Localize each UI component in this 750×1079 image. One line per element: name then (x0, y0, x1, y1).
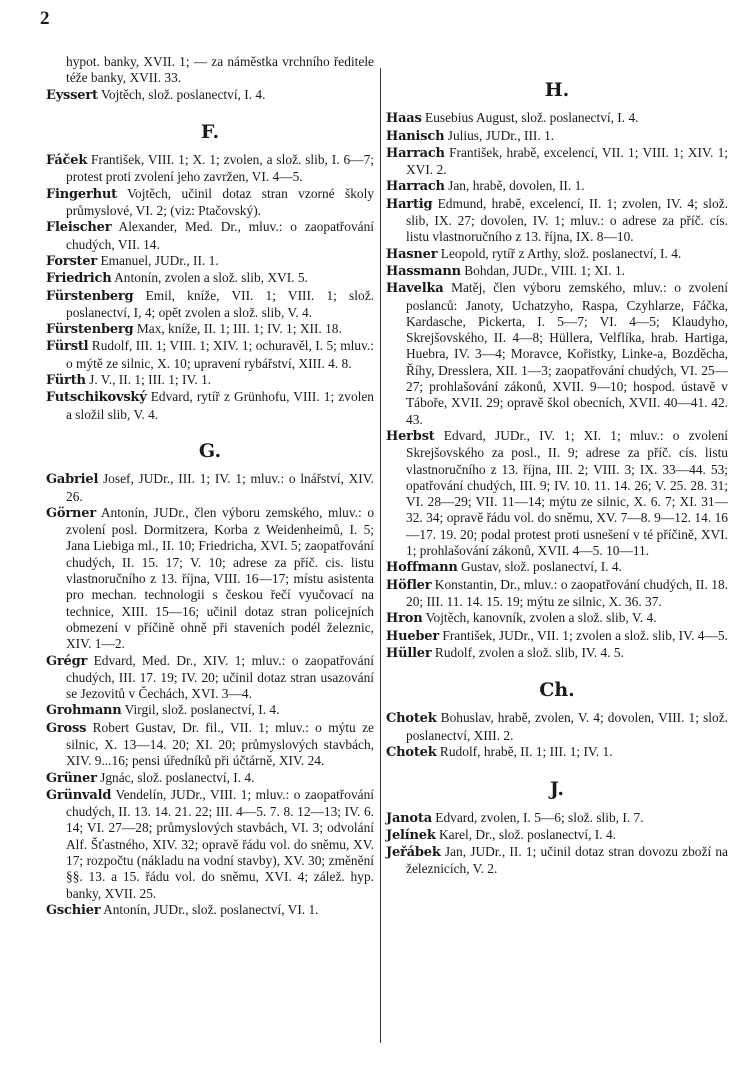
index-entry (46, 653, 374, 703)
entry-surname: Fleischer (46, 220, 112, 236)
section-letter-heading: F. (200, 120, 220, 143)
entry-text: Edmund, hrabě, excelencí, II. 1; zvolen, IV. 4; slož. slib, IX. 27; dovolen, IV. 1; mluv.: o adrese za příč. cís. listu vlastnoručního z 13. října, IX. 8—10. (406, 195, 728, 245)
index-entry (386, 577, 728, 611)
column-divider (380, 68, 381, 1043)
entry-text: Julius, JUDr., III. 1. (447, 127, 555, 143)
entry-surname: Hüller (386, 645, 432, 661)
index-entry (46, 186, 374, 220)
index-entry (386, 710, 728, 744)
entry-surname: Chotek (386, 711, 437, 727)
index-entry (46, 770, 374, 787)
index-entry (386, 196, 728, 246)
index-entry-continuation (46, 54, 374, 87)
right-column (386, 62, 728, 878)
entry-text: Bohdan, JUDr., VIII. 1; XI. 1. (464, 262, 625, 278)
entry-text: František, VIII. 1; X. 1; zvolen, a slož. slib, I. 6—7; protest proti zvolení jeho zavržen, VI. 4—5. (66, 152, 374, 185)
entry-surname: Gabriel (46, 472, 99, 488)
index-entry (386, 280, 728, 428)
index-entry (46, 87, 374, 104)
index-entry (386, 145, 728, 179)
index-entry (46, 152, 374, 186)
entry-text: Virgil, slož. poslanectví, I. 4. (124, 702, 280, 718)
index-entry (46, 372, 374, 389)
index-entry (386, 110, 728, 127)
index-entry (386, 827, 728, 844)
entry-text: Antonín, JUDr., slož. poslanectví, VI. 1. (103, 901, 319, 917)
entry-text: František, hrabě, excelencí, VII. 1; VIII. 1; XIV. 1; XVI. 2. (406, 144, 728, 178)
entry-surname: Grünvald (46, 787, 112, 803)
entry-text: Matěj, člen výboru zemského, mluv.: o zvolení poslanců: Janoty, Uchatzyho, Raspa, Czyhlarze, Fáčka, Kardasche, Pickerta, I. 5—7; VI. 4—5; Klaudyho, Skrejšovského, II. 4—8; Hüllera, Velflíka, hrab. Hartiga, Huebra, IV. 3—4; Moravce, Kořistky, Linke-a, Bozděcha, Říhy, Dresslera, XII. 1—3; zaopatřování chudých, VI. 25—27; prohlašování zákonů, XVII. 9—10; hospod. ústavě v Táboře, XVII. 29; opravě škol obecních, XVII. 40—41. 42. 43. (406, 280, 728, 427)
index-entry (46, 253, 374, 270)
entry-text: Robert Gustav, Dr. fil., VII. 1; mluv.: o mýtu ze silnic, X. 13—14. 20; XI. 20; průmyslových stavbách, XIV. 9...16; pensi úředníků při účtárně, XIV. 24. (66, 719, 374, 769)
entry-text: Eusebius August, slož. poslanectví, I. 4. (425, 110, 639, 126)
entry-surname: Harrach (386, 145, 445, 161)
index-entry (46, 219, 374, 253)
entry-surname: Höfler (386, 577, 432, 593)
entry-surname: Fürstenberg (46, 288, 134, 304)
entry-text: Vojtěch, slož. poslanectví, I. 4. (100, 86, 266, 102)
entry-text: Rudolf, zvolen a slož. slib, IV. 4. 5. (434, 644, 624, 660)
entry-surname: Hassmann (386, 263, 461, 279)
entry-surname: Grüner (46, 770, 97, 786)
index-entry (386, 645, 728, 662)
entry-surname: Grégr (46, 653, 88, 669)
entry-text: Edvard, JUDr., IV. 1; XI. 1; mluv.: o zvolení Skrejšovského za posl., II. 9; adrese za příč. cís. listu vlastnoručního z 13. října, III. 2; VIII. 3; IX. 33—44. 53; opatřování chudých, III. 9; IV. 10. 11. 14. 26; V. 25. 28. 31; VI. 28—29; VII. 11—14; mýtu ze silnic, X. 6. 7; XI. 31—32. 34; opravě řádu vol. do sněmu, XV. 7—8. 9—12. 14. 16—17. 19. 20; podal protest proti usnešení v té příčině, XVI. 1; prohlašování zákonů, XVII. 4—5. 10—11. (406, 427, 728, 559)
entry-text: Gustav, slož. poslanectví, I. 4. (460, 559, 622, 575)
index-entry (46, 471, 374, 505)
entry-text: Bohuslav, hrabě, zvolen, V. 4; dovolen, VIII. 1; slož. poslanectví, XIII. 2. (406, 710, 728, 743)
entry-text: Vojtěch, kanovník, zvolen a slož. slib, V. 4. (425, 610, 657, 626)
entry-text: Jan, hrabě, dovolen, II. 1. (448, 178, 585, 194)
entry-surname: Grohmann (46, 703, 122, 719)
entry-surname: Harrach (386, 179, 445, 195)
entry-surname: Fáček (46, 153, 88, 169)
index-entry (386, 128, 728, 145)
entry-text: Edvard, Med. Dr., XIV. 1; mluv.: o zaopatřování chudých, III. 17. 19; IV. 20; učinil dotaz stran usazování se Jezovitů v Čechách, XVI. 3—4. (66, 652, 374, 702)
entry-surname: Fürstenberg (46, 322, 134, 338)
entry-text: Emil, kníže, VII. 1; VIII. 1; slož. poslanectví, I, 4; opět zvolen a slož. slib, V. 4. (66, 287, 374, 320)
index-entry (46, 270, 374, 287)
entry-text: Antonín, JUDr., člen výboru zemského, mluv.: o zvolení posl. Dormitzera, Korba z Weidenheimů, I. 5; Jana Liebiga ml., II. 10; Friedricha, XVI. 5; zaopatřování chudých, II. 15. 17; V. 10; adrese za příč. cis. listu vlastnoručního z 13. října, VIII. 16—17; místu asistenta pro mechan. technologii s českou řečí vyučovací na technice, XIII. 15—16; učinil dotaz stran policejních obmezení v příčině ohně při staveních podél železnic, XIV. 1—2. (66, 504, 375, 652)
entry-text: Rudolf, hrabě, II. 1; III. 1; IV. 1. (439, 743, 613, 759)
entry-text: Max, kníže, II. 1; III. 1; IV. 1; XII. 18. (136, 321, 342, 337)
index-entry (386, 610, 728, 627)
index-entry (386, 428, 728, 559)
index-entry (386, 246, 728, 263)
index-entry (386, 559, 728, 576)
section-letter-heading: J. (549, 778, 565, 801)
entry-surname: Janota (386, 810, 432, 826)
page-number: 2 (40, 8, 50, 29)
index-entry (386, 844, 728, 878)
index-entry (46, 720, 374, 770)
index-entry (46, 902, 374, 919)
entry-surname: Haas (386, 111, 422, 127)
entry-surname: Havelka (386, 281, 444, 297)
entry-text: Josef, JUDr., III. 1; IV. 1; mluv.: o lnářství, XIV. 26. (66, 471, 374, 504)
entry-text: Alexander, Med. Dr., mluv.: o zaopatřování chudých, VII. 14. (66, 219, 374, 252)
entry-surname: Fürstl (46, 339, 89, 355)
entry-text: J. V., II. 1; III. 1; IV. 1. (89, 372, 212, 388)
entry-text: Jan, JUDr., II. 1; učinil dotaz stran dovozu zboží na železnicích, V. 2. (406, 844, 728, 877)
index-entry (46, 389, 374, 423)
entry-surname: Eyssert (46, 87, 98, 103)
entry-surname: Hasner (386, 246, 438, 262)
entry-text: Edvard, rytíř z Grünhofu, VIII. 1; zvolen a složil slib, V. 4. (66, 389, 374, 422)
section-letter-heading: H. (544, 79, 570, 101)
entry-surname: Fürth (46, 373, 86, 389)
index-entry (386, 178, 728, 195)
entry-text: Leopold, rytíř z Arthy, slož. poslanectví, I. 4. (440, 245, 682, 261)
entry-surname: Hanisch (386, 128, 445, 144)
section-letter-heading: G. (198, 439, 222, 462)
index-entry (46, 505, 374, 653)
entry-text: Edvard, zvolen, I. 5—6; slož. slib, I. 7. (435, 809, 644, 825)
entry-surname: Chotek (386, 744, 437, 760)
section-letter-heading: Ch. (539, 679, 575, 702)
left-column (46, 54, 374, 919)
index-entry (386, 744, 728, 761)
entry-text: Vendelín, JUDr., VIII. 1; mluv.: o zaopatřování chudých, II. 13. 14. 21. 22; III. 4—5. 7. 8. 12—13; IV. 6. 14; VI. 27—28; průmyslových stavbách, VI. 3; odvolání Alf. Šťastného, XIV. 32; opravě řádu vol. do sněmu, XV. 17; rozpočtu (nákladu na vodní stavby), XV. 30; změnění §§. 13. a 15. řádu vol. do sněmu, XVI. 4; zálež. hyp. banky, XVII. 25. (66, 786, 375, 901)
entry-surname: Jeřábek (386, 845, 441, 861)
entry-text: Karel, Dr., slož. poslanectví, I. 4. (439, 826, 617, 842)
index-entry (46, 321, 374, 338)
entry-text: Antonín, zvolen a slož. slib, XVI. 5. (114, 270, 308, 286)
index-entry (386, 263, 728, 280)
entry-surname: Gross (46, 720, 87, 736)
entry-text: hypot. banky, XVII. 1; — za náměstka vrchního ředitele téže banky, XVII. 33. (66, 54, 374, 86)
index-entry (386, 628, 728, 645)
entry-surname: Hron (386, 611, 423, 627)
index-entry (46, 702, 374, 719)
entry-text: Konstantin, Dr., mluv.: o zaopatřování chudých, II. 18. 20; III. 11. 14. 15. 19; mýtu ze silnic, X. 36. 37. (406, 576, 728, 609)
entry-surname: Futschikovský (46, 390, 147, 406)
entry-surname: Forster (46, 253, 98, 269)
entry-surname: Jelínek (386, 827, 436, 843)
entry-text: Rudolf, III. 1; VIII. 1; XIV. 1; ochuravěl, I. 5; mluv.: o mýtě ze silnic, X. 10; upravení rybářství, XIII. 4. 8. (66, 338, 374, 371)
entry-surname: Herbst (386, 428, 435, 444)
index-entry (386, 810, 728, 827)
index-entry (46, 338, 374, 372)
index-entry (46, 288, 374, 322)
entry-text: František, JUDr., VII. 1; zvolen a slož. slib, IV. 4—5. (442, 627, 728, 643)
entry-surname: Görner (46, 505, 96, 521)
entry-surname: Hueber (386, 628, 440, 644)
entry-surname: Gschier (46, 902, 101, 918)
entry-surname: Fingerhut (46, 186, 117, 202)
entry-surname: Friedrich (46, 271, 112, 287)
entry-surname: Hartig (386, 196, 433, 212)
entry-text: Emanuel, JUDr., II. 1. (100, 252, 219, 268)
entry-text: Vojtěch, učinil dotaz stran vzorné školy průmyslové, VI. 2; (viz: Ptačovský). (66, 185, 375, 219)
index-entry (46, 787, 374, 902)
entry-text: Jgnác, slož. poslanectví, I. 4. (100, 769, 255, 785)
entry-surname: Hoffmann (386, 560, 458, 576)
